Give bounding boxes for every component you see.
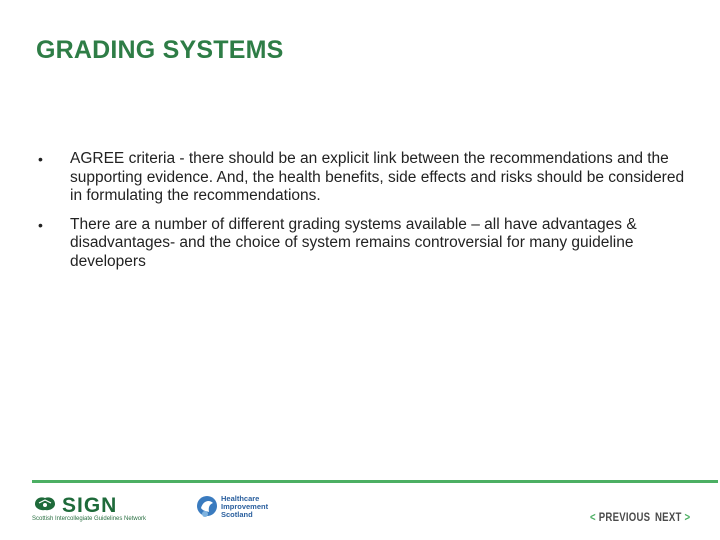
footer-divider <box>32 480 718 483</box>
bullet-item <box>38 150 688 206</box>
bullet-text: There are a number of different grading systems available – all have advantages & disadvantages- and the choice of system remains controversial for many guideline developers <box>70 215 637 270</box>
bullet-list <box>38 150 688 281</box>
thistle-icon <box>32 494 58 514</box>
his-text <box>221 495 268 519</box>
bullet-text: AGREE criteria - there should be an explicit link between the recommendations and the supporting evidence. And, the health benefits, side effects and risks should be considered in formulating the recommendations. <box>70 150 685 204</box>
bullet-item <box>38 216 688 272</box>
bullet-marker: • <box>38 216 43 233</box>
chevron-right-icon: > <box>684 510 691 524</box>
previous-button[interactable] <box>590 510 650 524</box>
his-line3: Scotland <box>221 510 253 519</box>
next-label: NEXT <box>655 510 682 524</box>
sign-logo <box>32 494 177 526</box>
healthcare-improvement-scotland-logo <box>196 494 286 528</box>
his-line1: Healthcare <box>221 494 260 503</box>
slide-title: GRADING SYSTEMS <box>36 36 284 64</box>
next-button[interactable] <box>655 510 690 524</box>
his-line2: Improvement <box>221 502 269 511</box>
bullet-marker: • <box>38 151 43 167</box>
his-mark-icon <box>196 494 218 524</box>
sign-tagline: Scottish Intercollegiate Guidelines Network <box>32 516 147 522</box>
chevron-left-icon: < <box>590 510 596 524</box>
sign-wordmark: SIGN <box>62 494 118 517</box>
previous-label: PREVIOUS <box>598 510 651 524</box>
